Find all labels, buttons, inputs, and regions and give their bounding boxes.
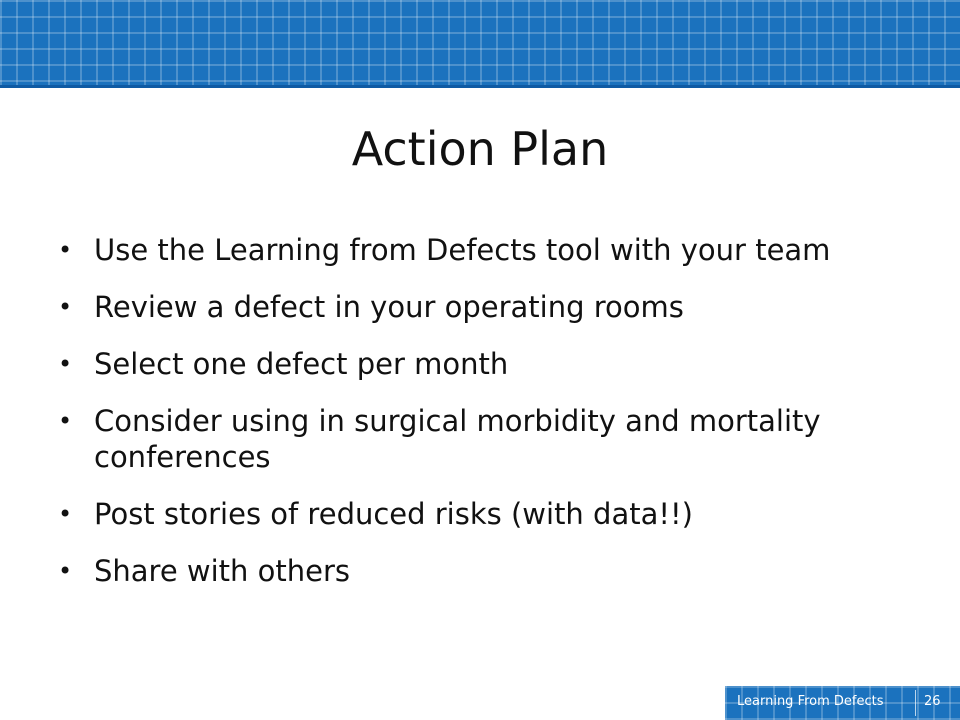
bullet-text: Select one defect per month [94,347,509,381]
bullet-point-icon: • [58,407,73,435]
slide-title: Action Plan [351,122,609,176]
bullet-text: Share with others [94,554,351,588]
bullet-point-icon: • [58,557,73,585]
bullet-point-icon: • [58,500,73,528]
page-number: 26 [924,694,941,709]
bullet-text: Review a defect in your operating rooms [94,290,684,324]
bullet-text: Post stories of reduced risks (with data!!) [94,497,693,531]
bullet-item [56,496,926,532]
footer-title: Learning From Defects [737,694,884,709]
bullet-list [56,232,926,610]
bullet-point-icon: • [58,350,73,378]
bullet-item [56,403,926,475]
bullet-point-icon: • [58,293,73,321]
bullet-item [56,346,926,382]
bullet-text: Use the Learning from Defects tool with your team [94,233,831,267]
bullet-point-icon: • [58,236,73,264]
bullet-item [56,553,926,589]
bullet-item [56,289,926,325]
bullet-text: Consider using in surgical morbidity and mortality conferences [94,404,821,474]
footer-divider [915,690,916,716]
header-grid-band [0,0,960,88]
bullet-item [56,232,926,268]
